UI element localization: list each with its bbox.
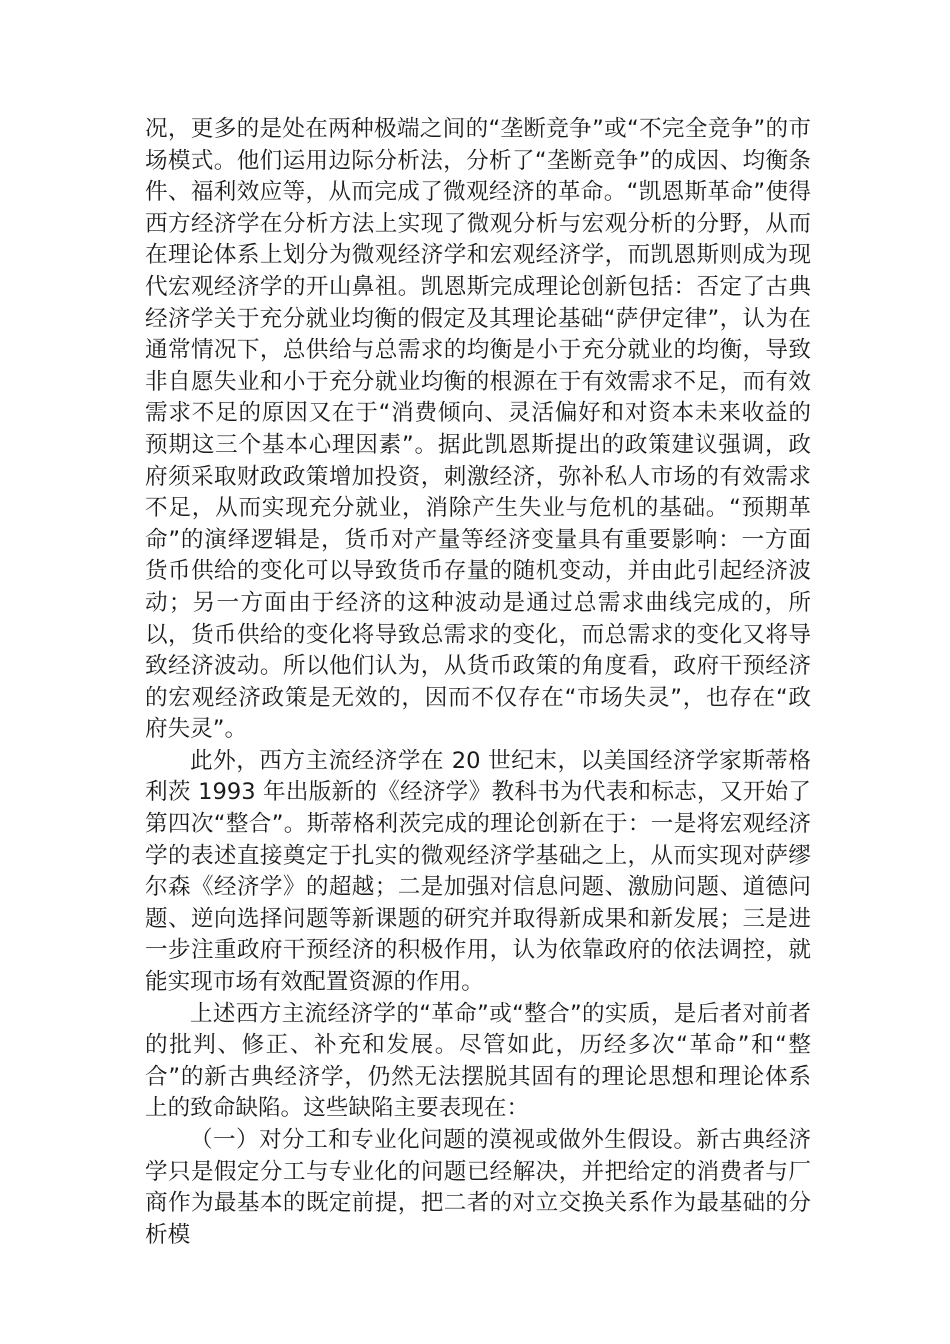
paragraph-essence: 上述西方主流经济学的“革命”或“整合”的实质，是后者对前者的批判、修正、补充和发展。尽管如此，历经多次“革命”和“整合”的新古典经济学，仍然无法摆脱其固有的理论思想和理论体系上的致命缺陷。这些缺陷主要表现在：	[145, 1000, 811, 1122]
document-body	[145, 114, 811, 1251]
paragraph-stiglitz: 此外，西方主流经济学在 20 世纪末，以美国经济学家斯蒂格利茨 1993 年出版新的《经济学》教科书为代表和标志，又开始了第四次“整合”。斯蒂格利茨完成的理论创新在于：一是将宏观经济学的表述直接奠定于扎实的微观经济学基础之上，从而实现对萨缪尔森《经济学》的超越；二是加强对信息问题、激励问题、道德问题、逆向选择问题等新课题的研究并取得新成果和新发展；三是进一步注重政府干预经济的积极作用，认为依靠政府的依法调控，就能实现市场有效配置资源的作用。	[145, 747, 811, 996]
paragraph-defect-one: （一）对分工和专业化问题的漠视或做外生假设。新古典经济学只是假定分工与专业化的问题已经解决，并把给定的消费者与厂商作为最基本的既定前提，把二者的对立交换关系作为最基础的分析模	[145, 1127, 811, 1248]
paragraph-continuation: 况，更多的是处在两种极端之间的“垄断竞争”或“不完全竞争”的市场模式。他们运用边际分析法，分析了“垄断竞争”的成因、均衡条件、福利效应等，从而完成了微观经济的革命。“凯恩斯革命”使得西方经济学在分析方法上实现了微观分析与宏观分析的分野，从而在理论体系上划分为微观经济学和宏观经济学，而凯恩斯则成为现代宏观经济学的开山鼻祖。凯恩斯完成理论创新包括：否定了古典经济学关于充分就业均衡的假定及其理论基础“萨伊定律”，认为在通常情况下，总供给与总需求的均衡是小于充分就业的均衡，导致非自愿失业和小于充分就业均衡的根源在于有效需求不足，而有效需求不足的原因又在于“消费倾向、灵活偏好和对资本未来收益的预期这三个基本心理因素”。据此凯恩斯提出的政策建议强调，政府须采取财政政策增加投资，刺激经济，弥补私人市场的有效需求不足，从而实现充分就业，消除产生失业与危机的基础。“预期革命”的演绎逻辑是，货币对产量等经济变量具有重要影响：一方面货币供给的变化可以导致货币存量的随机变动，并由此引起经济波动；另一方面由于经济的这种波动是通过总需求曲线完成的，所以，货币供给的变化将导致总需求的变化，而总需求的变化又将导致经济波动。所以他们认为，从货币政策的角度看，政府干预经济的宏观经济政策是无效的，因而不仅存在“市场失灵”，也存在“政府失灵”。	[145, 116, 811, 743]
